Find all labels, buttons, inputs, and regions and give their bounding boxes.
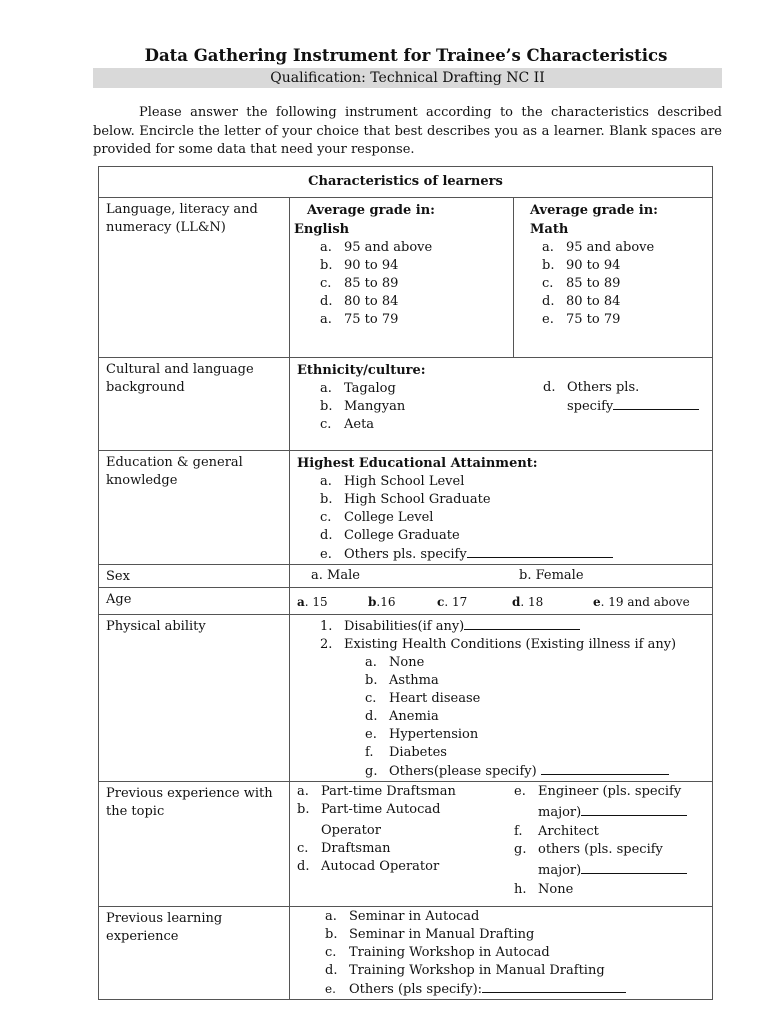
english-head-2: English [294, 222, 350, 237]
culture-cell [290, 358, 713, 451]
list-item[interactable]: c. Aeta [320, 417, 375, 432]
specify-blank[interactable] [464, 617, 580, 630]
list-item[interactable]: b. 90 to 94 [320, 258, 399, 273]
education-options [320, 473, 712, 564]
list-item[interactable]: e. Hypertension [365, 727, 479, 742]
age-option-16[interactable]: b.16 [368, 595, 396, 609]
experience-label: Previous experience with the topic [99, 782, 290, 907]
list-item[interactable]: g. Others(please specify) [365, 762, 712, 781]
specify-blank[interactable] [467, 545, 613, 558]
table-header: Characteristics of learners [99, 167, 713, 198]
health-options [365, 654, 712, 781]
age-option-18[interactable]: d. 18 [512, 595, 544, 609]
list-item[interactable]: b. Part-time Autocad [297, 802, 441, 817]
specify-blank[interactable] [581, 803, 687, 816]
list-item[interactable]: c. Draftsman [297, 841, 391, 856]
list-item[interactable]: b. Seminar in Manual Drafting [325, 927, 535, 942]
specify-blank[interactable] [613, 397, 699, 410]
list-item[interactable]: a. Part-time Draftsman [297, 784, 456, 799]
list-item[interactable]: e. Others pls. specify [320, 545, 712, 564]
list-item[interactable]: 1. Disabilities(if any) [320, 617, 712, 636]
list-item[interactable]: d. 80 to 84 [320, 294, 399, 309]
learning-cell [290, 907, 713, 1000]
list-item[interactable]: c. 85 to 89 [542, 276, 621, 291]
qualification-bar: Qualification: Technical Drafting NC II [93, 68, 722, 88]
list-item[interactable]: e. Engineer (pls. specify [514, 784, 682, 799]
list-item[interactable]: a. High School Level [320, 474, 465, 489]
physical-label: Physical ability [99, 615, 290, 782]
list-item[interactable]: g. others (pls. specify [514, 842, 663, 857]
list-item[interactable]: c. Training Workshop in Autocad [325, 945, 550, 960]
list-item[interactable]: h. None [514, 882, 574, 897]
list-item[interactable]: e. 75 to 79 [542, 312, 621, 327]
english-head-1: Average grade in: [307, 203, 435, 218]
list-item[interactable]: b. Asthma [365, 673, 439, 688]
list-item[interactable]: b. High School Graduate [320, 492, 491, 507]
instructions-text: Please answer the following instrument according to the characteristics described below. Encircle the letter of your choice that best describes you as a learner. Blank spaces are provided for some data that need your response. [93, 105, 722, 157]
english-options [320, 239, 513, 329]
document-title: Data Gathering Instrument for Trainee’s Characteristics [144, 46, 668, 65]
learning-options [325, 908, 712, 999]
math-options [542, 239, 712, 329]
experience-options-right: e. Engineer (pls. specify major) f. Architect g. others (pls. specify major) h. None [514, 783, 687, 899]
list-item[interactable]: c. 85 to 89 [320, 276, 399, 291]
education-label: Education & general knowledge [99, 451, 290, 565]
instructions-paragraph [93, 104, 722, 160]
list-item[interactable]: d. 80 to 84 [542, 294, 621, 309]
physical-cell [290, 615, 713, 782]
education-cell [290, 451, 713, 565]
culture-head: Ethnicity/culture: [297, 363, 426, 378]
list-item[interactable]: b. 90 to 94 [542, 258, 621, 273]
culture-other-option[interactable]: d. Others pls. specify [543, 379, 699, 416]
sex-label: Sex [99, 565, 290, 588]
experience-cell [290, 782, 713, 907]
specify-blank[interactable] [581, 861, 687, 874]
physical-options [320, 617, 712, 654]
list-item[interactable]: b. Mangyan [320, 399, 406, 414]
list-item: Operator [321, 823, 381, 838]
age-cell [290, 588, 713, 615]
list-item[interactable]: 2. Existing Health Conditions (Existing illness if any) [320, 637, 677, 652]
age-option-17[interactable]: c. 17 [437, 595, 468, 609]
list-item[interactable]: c. Heart disease [365, 691, 481, 706]
list-item[interactable]: a. 95 and above [320, 240, 433, 255]
list-item[interactable]: d. Training Workshop in Manual Drafting [325, 963, 605, 978]
math-cell [514, 198, 713, 358]
age-option-15[interactable]: a. 15 [297, 595, 328, 609]
culture-label: Cultural and language background [99, 358, 290, 451]
specify-blank[interactable] [482, 980, 626, 993]
list-item[interactable]: c. College Level [320, 510, 434, 525]
age-option-19-above[interactable]: e. 19 and above [593, 595, 690, 609]
list-item[interactable]: d. Anemia [365, 709, 439, 724]
education-head: Highest Educational Attainment: [297, 456, 538, 471]
list-item[interactable]: a. None [365, 655, 425, 670]
sex-option-male[interactable]: a. Male [311, 568, 360, 583]
list-item[interactable]: d. Autocad Operator [297, 859, 440, 874]
list-item[interactable]: f. Diabetes [365, 745, 447, 760]
llan-label: Language, literacy and numeracy (LL&N) [99, 198, 290, 358]
math-head-1: Average grade in: [530, 203, 658, 218]
experience-options-left [297, 783, 456, 876]
list-item[interactable]: a. Tagalog [320, 381, 396, 396]
learning-label: Previous learning experience [99, 907, 290, 1000]
list-item[interactable]: e. Others (pls specify): [325, 980, 712, 999]
math-head-2: Math [530, 222, 569, 237]
age-label: Age [99, 588, 290, 615]
specify-blank[interactable] [541, 762, 669, 775]
list-item[interactable]: a. Seminar in Autocad [325, 909, 480, 924]
sex-option-female[interactable]: b. Female [519, 568, 584, 583]
english-cell [290, 198, 514, 358]
list-item[interactable]: d. College Graduate [320, 528, 460, 543]
list-item[interactable]: f. Architect [514, 824, 599, 839]
list-item[interactable]: a. 95 and above [542, 240, 655, 255]
characteristics-table [98, 166, 713, 1000]
list-item[interactable]: a. 75 to 79 [320, 312, 399, 327]
sex-cell [290, 565, 713, 588]
